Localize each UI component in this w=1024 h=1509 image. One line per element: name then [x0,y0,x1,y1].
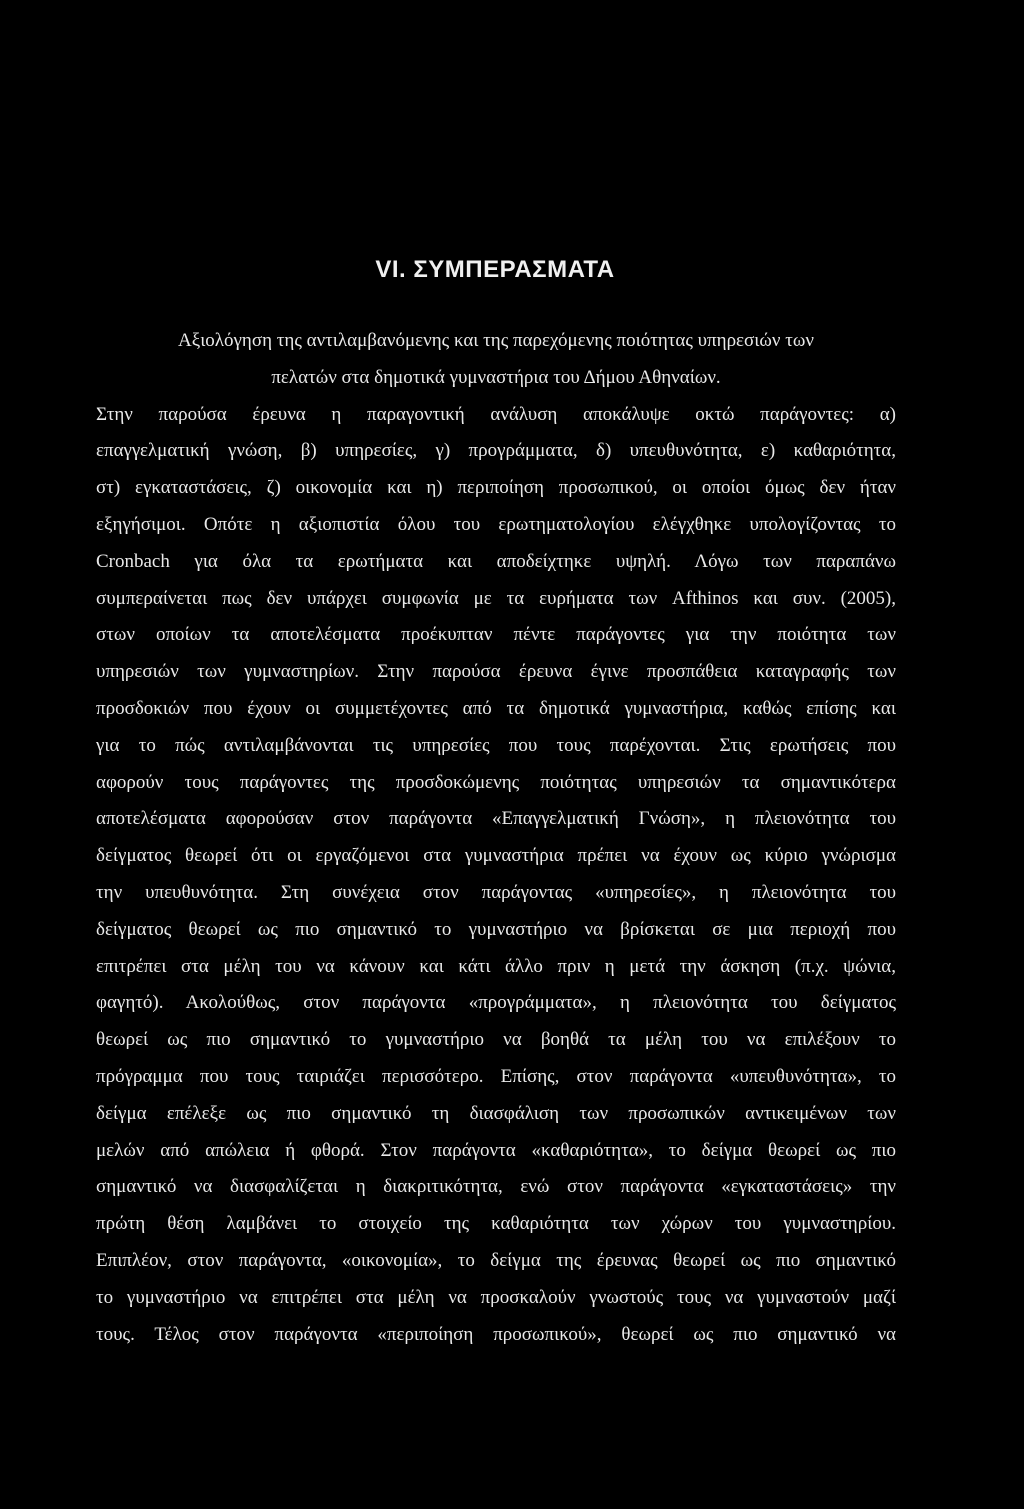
paragraph-line: πρώτη θέση λαμβάνει το στοιχείο της καθαριότητα των χώρων του γυμναστηρίου. [96,1213,896,1235]
paragraph-line: στ) εγκαταστάσεις, ζ) οικονομία και η) περιποίηση προσωπικού, οι οποίοι όμως δεν ήταν [96,477,896,499]
paragraph-line: δείγμα επέλεξε ως πιο σημαντικό τη διασφάλιση των προσωπικών αντικειμένων των [96,1102,896,1124]
paragraph-line: συμπεραίνεται πως δεν υπάρχει συμφωνία με τα ευρήματα των Afthinos και συν. (2005), [96,587,896,609]
paragraph-line: δείγματος θεωρεί ότι οι εργαζόμενοι στα γυμναστήρια πρέπει να έχουν ως κύριο γνώρισμα [96,845,896,867]
section-heading: VI. ΣΥΜΠΕΡΑΣΜΑΤΑ [375,256,615,283]
paragraph-line: το γυμναστήριο να επιτρέπει στα μέλη να προσκαλούν γνωστούς τους να γυμναστούν μαζί [96,1286,896,1308]
document-body [96,323,896,1353]
paragraph-line: επαγγελματική γνώση, β) υπηρεσίες, γ) προγράμματα, δ) υπευθυνότητα, ε) καθαριότητα, [96,440,896,462]
subtitle-line: Αξιολόγηση της αντιλαμβανόμενης και της παρεχόμενης ποιότητας υπηρεσιών των [178,330,814,351]
paragraph-line: Επιπλέον, στον παράγοντα, «οικονομία», το δείγμα της έρευνας θεωρεί ως πιο σημαντικό [96,1249,896,1271]
paragraph-line: αφορούν τους παράγοντες της προσδοκώμενης ποιότητας υπηρεσιών τα σημαντικότερα [96,771,896,793]
subtitle-line: πελατών στα δημοτικά γυμναστήρια του Δήμου Αθηναίων. [271,366,721,388]
paragraph-line: θεωρεί ως πιο σημαντικό το γυμναστήριο να βοηθά τα μέλη του να επιλέξουν το [96,1029,896,1051]
paragraph-line: για το πώς αντιλαμβάνονται τις υπηρεσίες που τους παρέχονται. Στις ερωτήσεις που [96,734,896,756]
paragraph-line: επιτρέπει στα μέλη του να κάνουν και κάτι άλλο πριν η μετά την άσκηση (π.χ. ψώνια, [96,955,896,977]
paragraph-line: Cronbach για όλα τα ερωτήματα και αποδείχτηκε υψηλή. Λόγω των παραπάνω [96,550,896,572]
paragraph-line: αποτελέσματα αφορούσαν στον παράγοντα «Επαγγελματική Γνώση», η πλειονότητα του [96,808,896,830]
paragraph-line: υπηρεσιών των γυμναστηρίων. Στην παρούσα έρευνα έγινε προσπάθεια καταγραφής των [96,661,896,683]
paragraph-line: εξηγήσιμοι. Οπότε η αξιοπιστία όλου του ερωτηματολογίου ελέγχθηκε υπολογίζοντας το [96,513,896,535]
paragraph-line: δείγματος θεωρεί ως πιο σημαντικό το γυμναστήριο να βρίσκεται σε μια περιοχή που [96,918,896,940]
paragraph-line: μελών από απώλεια ή φθορά. Στον παράγοντα «καθαριότητα», το δείγμα θεωρεί ως πιο [96,1139,896,1161]
paragraph-line: την υπευθυνότητα. Στη συνέχεια στον παράγοντας «υπηρεσίες», η πλειονότητα του [96,881,896,903]
paragraph-line: τους. Τέλος στον παράγοντα «περιποίηση προσωπικού», θεωρεί ως πιο σημαντικό να [96,1323,896,1345]
paragraph-line: προσδοκιών που έχουν οι συμμετέχοντες από τα δημοτικά γυμναστήρια, καθώς επίσης και [96,697,896,719]
paragraph-line: πρόγραμμα που τους ταιριάζει περισσότερο. Επίσης, στον παράγοντα «υπευθυνότητα», το [96,1065,896,1087]
paragraph-line: στων οποίων τα αποτελέσματα προέκυπταν πέντε παράγοντες για την ποιότητα των [96,624,896,646]
paragraph-line: φαγητό). Ακολούθως, στον παράγοντα «προγράμματα», η πλειονότητα του δείγματος [96,992,896,1014]
paragraph-line: σημαντικό να διασφαλίζεται η διακριτικότητα, ενώ στον παράγοντα «εγκαταστάσεις» την [96,1176,896,1198]
paragraph-line: Στην παρούσα έρευνα η παραγοντική ανάλυση αποκάλυψε οκτώ παράγοντες: α) [96,403,896,425]
